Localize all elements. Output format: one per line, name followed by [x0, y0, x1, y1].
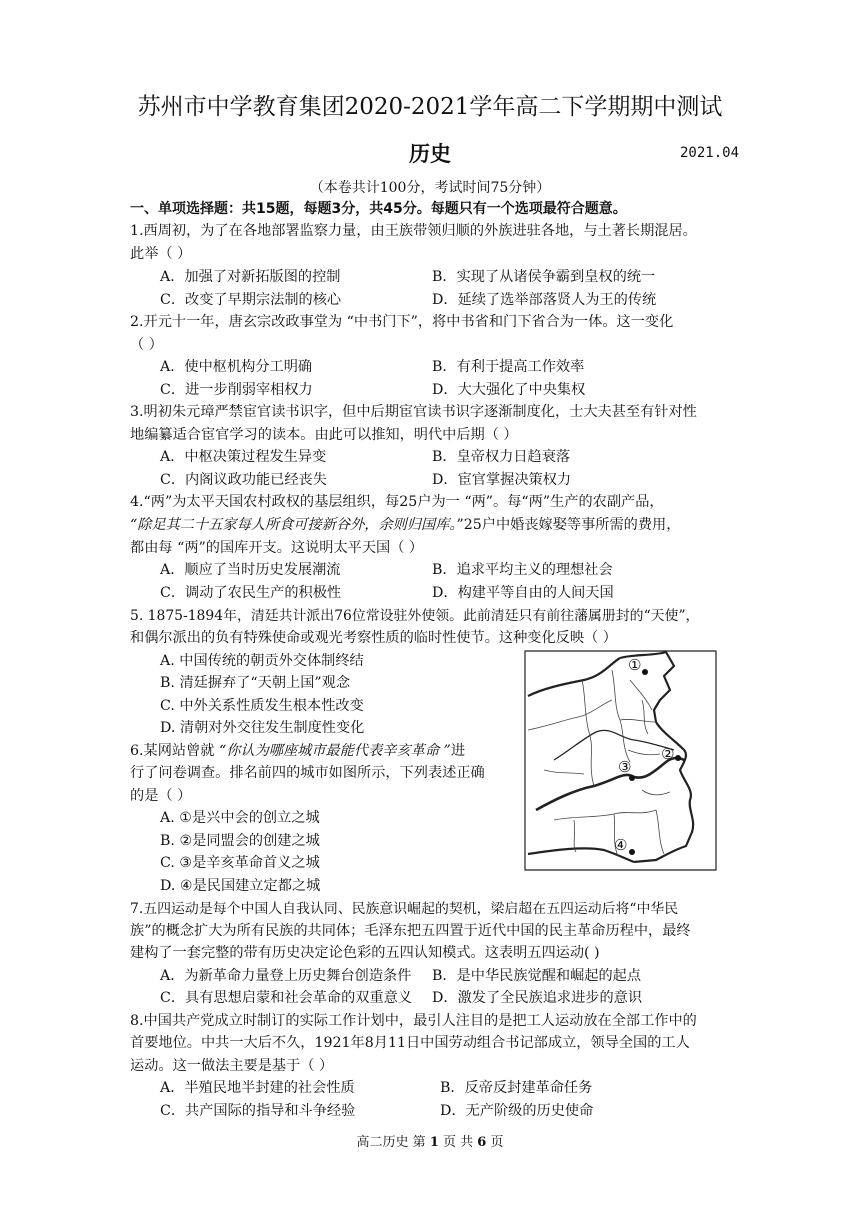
q2-stem-line2: （ ）	[130, 337, 163, 353]
q4-stem-line3: 都由每 “两”的国库开支。这说明太平天国（ ）	[130, 540, 424, 556]
q1-option-d: D．延续了选举部落贤人为王的传统	[432, 292, 657, 308]
q6-stem-start: 6.某网站曾就	[130, 743, 219, 759]
exam-title: 苏州市中学教育集团2020-2021学年高二下学期期中测试	[137, 94, 723, 120]
q3-stem-line2: 地编纂适合宦官学习的读本。由此可以推知，明代中后期（ ）	[130, 427, 518, 443]
q6-option-d: D. ④是民国建立定都之城	[160, 878, 321, 894]
q5-option-b: B. 清廷摒弃了“天朝上国”观念	[160, 675, 351, 691]
page-number: 1	[429, 1135, 439, 1150]
q7-stem-line2: 族”的概念扩大为所有民族的共同体；毛泽东把五四置于近代中国的民主革命历程中，最终	[130, 923, 691, 939]
q6-stem-line3: 的是（ ）	[130, 788, 192, 804]
subject-heading: 历史	[409, 142, 451, 166]
footer-suffix: 页	[486, 1135, 504, 1150]
exam-note: （本卷共计100分，考试时间75分钟）	[309, 180, 551, 196]
q3-option-c: C．内阁议政功能已经丧失	[160, 472, 327, 488]
map-river-yangtze	[536, 758, 684, 810]
q6-option-c: C. ③是辛亥革命首义之城	[160, 855, 320, 871]
exam-date: 2021.04	[680, 145, 740, 161]
q4-option-b: B．追求平均主义的理想社会	[432, 562, 613, 578]
map-coastline	[634, 722, 693, 862]
q5-option-a: A. 中国传统的朝贡外交体制终结	[160, 653, 364, 669]
q6-option-a: A. ①是兴中会的创立之城	[160, 810, 320, 826]
q7-stem-line1: 7.五四运动是每个中国人自我认同、民族意识崛起的契机，梁启超在五四运动后将“中华民	[130, 901, 679, 917]
q7-option-d: D．激发了全民族追求进步的意识	[432, 990, 643, 1006]
q4-option-a: A．顺应了当时历史发展潮流	[160, 562, 341, 578]
q1-stem-line2: 此举（ ）	[130, 246, 192, 262]
q8-option-b: B．反帝反封建革命任务	[440, 1080, 593, 1096]
page-footer	[0, 1131, 860, 1150]
q8-stem-line3: 运动。这一做法主要是基于（ ）	[130, 1058, 334, 1074]
city-dot-2	[675, 755, 681, 761]
q7-option-c: C．具有思想启蒙和社会革命的双重意义	[160, 990, 413, 1006]
q2-option-c: C．进一步削弱宰相权力	[160, 382, 313, 398]
map-label-2: ②	[661, 745, 675, 763]
q7-option-b: B．是中华民族觉醒和崛起的起点	[432, 968, 642, 984]
map-province-borders	[528, 670, 670, 856]
map-label-4: ④	[614, 836, 628, 854]
city-dot-4	[629, 849, 635, 855]
q7-option-a: A．为新革命力量登上历史舞台创造条件	[160, 968, 412, 984]
q4-stem-tail: ”25户中婚丧嫁娶等事所需的费用，	[456, 517, 681, 533]
q4-stem-line2	[130, 514, 680, 534]
q5-stem-line1: 5. 1875-1894年，清廷共计派出76位常设驻外使领。此前清廷只有前往藩属册封的“天使”，	[130, 608, 700, 624]
q6-stem-end: 进	[450, 743, 466, 759]
q3-stem-line1: 3.明初朱元璋严禁宦官读书识字，但中后期宦官读书识字逐渐制度化，士大夫甚至有针对性	[130, 404, 697, 420]
q5-option-d: D. 清朝对外交往发生制度性变化	[160, 720, 365, 736]
q3-option-d: D．宦官掌握决策权力	[432, 472, 572, 488]
q1-stem-line1: 1.西周初，为了在各地部署监察力量，由王族带领归顺的外族进驻各地，与土著长期混居。	[130, 223, 697, 239]
q8-option-c: C．共产国际的指导和斗争经验	[160, 1103, 356, 1119]
q6-stem-line1	[130, 740, 465, 760]
map-label-1: ①	[628, 656, 642, 674]
q3-option-b: B．皇帝权力日趋衰落	[432, 449, 571, 465]
q2-option-b: B．有利于提高工作效率	[432, 359, 585, 375]
q6-quote: “你认为哪座城市最能代表辛亥革命 ”	[218, 743, 451, 759]
q4-stem-line1: 4.“两”为太平天国农村政权的基层组织，每25户为一 “两”。每“两”生产的农副产品，	[130, 494, 664, 510]
q3-option-a: A．中枢决策过程发生异变	[160, 449, 327, 465]
china-map-icon	[524, 650, 718, 872]
q4-option-d: D．构建平等自由的人间天国	[432, 585, 614, 601]
map-river-yellow	[554, 730, 674, 760]
q2-option-d: D．大大强化了中央集权	[432, 382, 586, 398]
q8-stem-line2: 首要地位。中共一大后不久，1921年8月11日中国劳动组合书记部成立，领导全国的工人	[130, 1035, 690, 1051]
city-dot-1	[642, 669, 648, 675]
section-heading: 一、单项选择题：共15题，每题3分，共45分。每题只有一个选项最符合题意。	[130, 201, 627, 217]
page-total: 6	[477, 1135, 487, 1150]
q8-option-a: A．半殖民地半封建的社会性质	[160, 1080, 355, 1096]
q6-option-b: B. ②是同盟会的创建之城	[160, 833, 320, 849]
q2-stem-line1: 2.开元十一年，唐玄宗改政事堂为 “中书门下”，将中书省和门下省合为一体。这一变化	[130, 314, 674, 330]
q7-stem-line3: 建构了一套完整的带有历史决定论色彩的五四认知模式。这表明五四运动( )	[130, 945, 600, 961]
q2-option-a: A．使中枢机构分工明确	[160, 359, 313, 375]
q1-option-c: C．改变了早期宗法制的核心	[160, 292, 342, 308]
q5-option-c: C. 中外关系性质发生根本性改变	[160, 698, 364, 714]
q6-stem-line2: 行了问卷调查。排名前四的城市如图所示，下列表述正确	[130, 765, 485, 781]
q8-stem-line1: 8.中国共产党成立时制订的实际工作计划中，最引人注目的是把工人运动放在全部工作中的	[130, 1013, 697, 1029]
footer-mid: 页 共	[438, 1135, 478, 1150]
footer-prefix: 高二历史 第	[356, 1135, 430, 1150]
map-label-3: ③	[618, 758, 632, 776]
q4-option-c: C．调动了农民生产的积极性	[160, 585, 342, 601]
map-north-border	[528, 658, 620, 696]
q1-option-b: B．实现了从诸侯争霸到皇权的统一	[432, 269, 656, 285]
q4-quote: “除足其二十五家每人所食可接新谷外，余则归国库。	[130, 517, 457, 533]
q1-option-a: A．加强了对新拓版图的控制	[160, 269, 341, 285]
q8-option-d: D．无产阶级的历史使命	[440, 1103, 594, 1119]
q5-stem-line2: 和偶尔派出的负有特殊使命或观光考察性质的临时性使节。这种变化反映（ ）	[130, 630, 617, 646]
